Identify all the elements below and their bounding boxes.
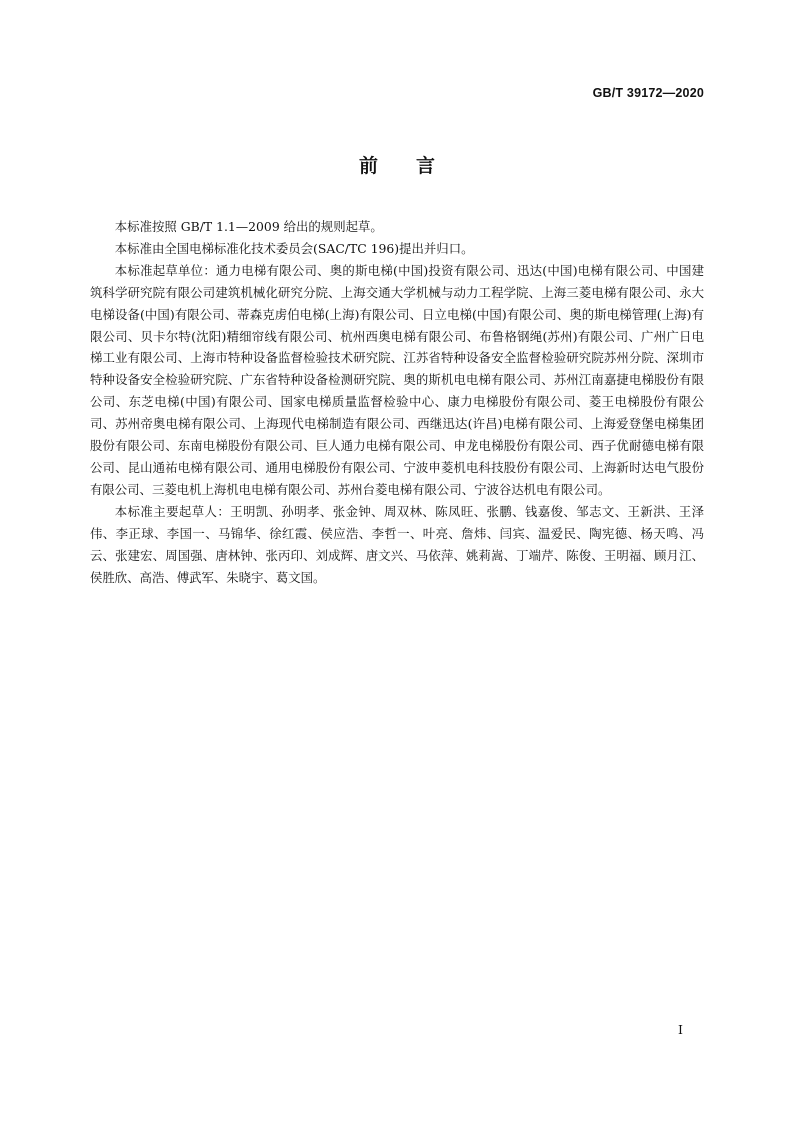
document-body (90, 216, 704, 588)
paragraph-drafting-units: 本标准起草单位：通力电梯有限公司、奥的斯电梯(中国)投资有限公司、迅达(中国)电梯有限公司、中国建筑科学研究院有限公司建筑机械化研究分院、上海交通大学机械与动力工程学院、上海三菱电梯有限公司、永大电梯设备(中国)有限公司、蒂森克虏伯电梯(上海)有限公司、日立电梯(中国)有限公司、奥的斯电梯管理(上海)有限公司、贝卡尔特(沈阳)精细帘线有限公司、杭州西奥电梯有限公司、布鲁格钢绳(苏州)有限公司、广州广日电梯工业有限公司、上海市特种设备监督检验技术研究院、江苏省特种设备安全监督检验研究院苏州分院、深圳市特种设备安全检验研究院、广东省特种设备检测研究院、奥的斯机电电梯有限公司、苏州江南嘉捷电梯股份有限公司、东芝电梯(中国)有限公司、国家电梯质量监督检验中心、康力电梯股份有限公司、菱王电梯股份有限公司、苏州帝奥电梯有限公司、上海现代电梯制造有限公司、西继迅达(许昌)电梯有限公司、上海爱登堡电梯集团股份有限公司、东南电梯股份有限公司、巨人通力电梯有限公司、申龙电梯股份有限公司、西子优耐德电梯有限公司、昆山通祐电梯有限公司、通用电梯股份有限公司、宁波申菱机电科技股份有限公司、上海新时达电气股份有限公司、三菱电机上海机电电梯有限公司、苏州台菱电梯有限公司、宁波谷达机电有限公司。 (90, 262, 704, 497)
page-title: 前言 (358, 155, 473, 177)
paragraph-proposer: 本标准由全国电梯标准化技术委员会(SAC/TC 196)提出并归口。 (114, 240, 474, 256)
paragraph-drafting-rules: 本标准按照 GB/T 1.1—2009 给出的规则起草。 (114, 219, 383, 234)
paragraph-main-drafters: 本标准主要起草人：王明凯、孙明孝、张金钟、周双林、陈凤旺、张鹏、钱嘉俊、邹志文、王新洪、王泽伟、李正球、李国一、马锦华、徐红霞、侯应浩、李哲一、叶亮、詹炜、闫宾、温爱民、陶宪德、杨天鸣、冯云、张建宏、周国强、唐林钟、张丙印、刘成辉、唐文兴、马依萍、姚莉嵩、丁端芹、陈俊、王明福、顾月江、侯胜欣、高浩、傅武军、朱晓宇、葛文国。 (90, 503, 704, 585)
std-number-header: GB/T 39172—2020 (592, 86, 704, 100)
page-number: I (678, 1022, 683, 1037)
